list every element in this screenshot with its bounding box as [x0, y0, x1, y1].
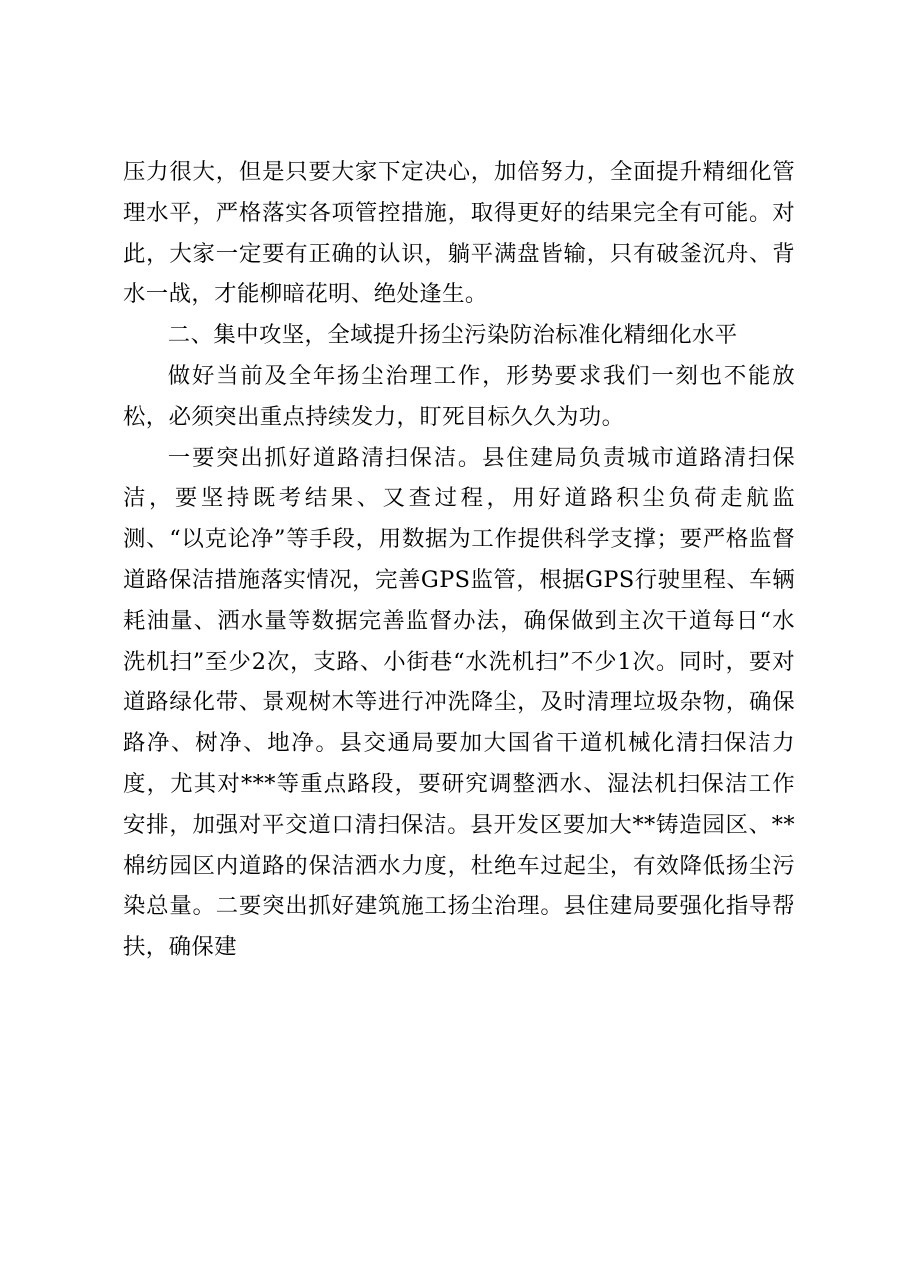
- paragraph-intro: 做好当前及全年扬尘治理工作，形势要求我们一刻也不能放松，必须突出重点持续发力，盯死目标久久为功。: [123, 362, 795, 430]
- paragraph-continuation: 压力很大，但是只要大家下定决心，加倍努力，全面提升精细化管理水平，严格落实各项管控措施，取得更好的结果完全有可能。对此，大家一定要有正确的认识，躺平满盘皆输，只有破釜沉舟、背水一战，才能柳暗花明、绝处逢生。: [123, 159, 795, 308]
- paragraph-road-cleaning: 一要突出抓好道路清扫保洁。县住建局负责城市道路清扫保洁，要坚持既考结果、又查过程，用好道路积尘负荷走航监测、“以克论净”等手段，用数据为工作提供科学支撑；要严格监督道路保洁措施落实情况，完善GPS监管，根据GPS行驶里程、车辆耗油量、洒水量等数据完善监督办法，确保做到主次干道每日“水洗机扫”至少2次，支路、小街巷“水洗机扫”不少1次。同时，要对道路绿化带、景观树木等进行冲洗降尘，及时清理垃圾杂物，确保路净、树净、地净。县交通局要加大国省干道机械化清扫保洁力度，尤其对***等重点路段，要研究调整洒水、湿法机扫保洁工作安排，加强对平交道口清扫保洁。县开发区要加大**铸造园区、**棉纺园区内道路的保洁洒水力度，杜绝车过起尘，有效降低扬尘污染总量。二要突出抓好建筑施工扬尘治理。县住建局要强化指导帮扶，确保建: [123, 444, 795, 961]
- section-heading: 二、集中攻坚，全域提升扬尘污染防治标准化精细化水平: [167, 322, 738, 349]
- document-body: [123, 152, 795, 968]
